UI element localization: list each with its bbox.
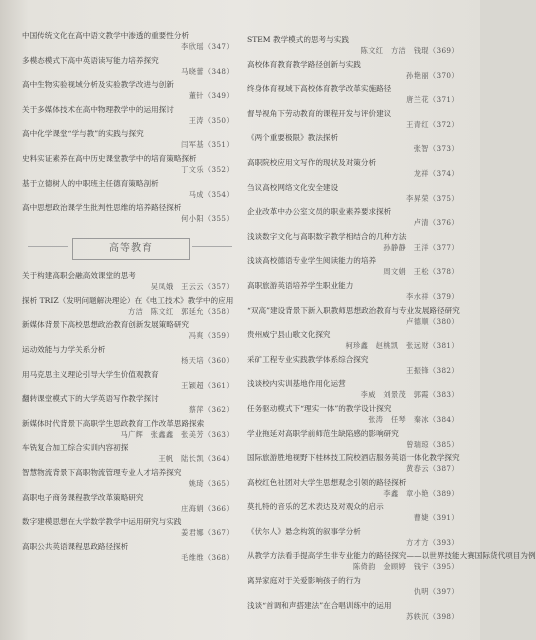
entry-author-page: 毛维维（368） [181, 552, 234, 562]
toc-entry [247, 526, 459, 548]
toc-entry [247, 452, 459, 474]
toc-entry [22, 55, 234, 77]
toc-entry [247, 231, 459, 253]
entry-author-page: 曹婕（391） [413, 513, 459, 523]
toc-entry [22, 442, 234, 464]
entry-author-page: 唐兰花（371） [406, 95, 459, 105]
entry-title: 高中生物实验视域分析及实验教学改进与创新 [22, 80, 174, 90]
entry-title: 离异家庭对于关爱影响孩子的行为 [247, 576, 361, 586]
entry-author-page: 陈文红 方洁 钱琨（369） [360, 46, 459, 55]
entry-title: 国际旅游胜地视野下桂林技工院校酒店服务英语一体化教学探究 [247, 453, 460, 463]
entry-title: STEM 教学模式的思考与实践 [247, 35, 349, 44]
entry-title: 探析 TRIZ（发明问题解决理论）在《电工技术》教学中的应用 [22, 295, 234, 305]
toc-entry [247, 329, 459, 351]
toc-entry [22, 418, 234, 440]
entry-title: 高中思想政治课学生批判性思维的培养路径探析 [22, 203, 182, 213]
entry-title: 从教学方法看手提高学生非专业能力的路径探究——以世界技能大赛国际货代项目为例 [247, 551, 536, 561]
toc-entry [247, 378, 459, 400]
entry-author-page: 马晓蕾（348） [181, 66, 234, 76]
entry-author-page: 王颖超（361） [181, 380, 234, 390]
entry-title: 《两个重要极限》教法探析 [247, 133, 339, 143]
entry-title: 高职旅游英语培养学生职业能力 [247, 280, 354, 290]
toc-entry [247, 83, 459, 105]
toc-entry [22, 178, 234, 200]
toc-entry [247, 255, 459, 277]
entry-author-page: 卢德顺（380） [406, 316, 459, 326]
entry-title: 任务驱动模式下“理实一体”的教学设计探究 [247, 403, 392, 413]
toc-entry [22, 153, 234, 175]
entry-title: 贵州威宁县山歌文化探究 [247, 330, 331, 340]
toc-entry [247, 108, 459, 130]
entry-title: 督导视角下劳动教育的课程开发与评价建议 [247, 108, 392, 118]
entry-author-page: 方洁 陈文红 郭延允（358） [128, 306, 234, 316]
entry-author-page: 李欣瑶（347） [181, 42, 234, 51]
entry-title: 高校红色社团对大学生思想观念引领的路径探析 [247, 477, 407, 487]
entry-title: 车铣复合加工综合实训内容初探 [22, 443, 129, 453]
left-bottom-list [22, 270, 234, 563]
entry-author-page: 吴凤娥 王云云（357） [150, 282, 234, 292]
toc-entry [247, 34, 459, 56]
entry-author-page: 龙祥（374） [413, 168, 459, 178]
entry-author-page: 仇明（397） [413, 587, 459, 597]
entry-title: 莫扎特的音乐的艺术表达及对观众的启示 [247, 502, 384, 512]
entry-title: 高职院校应用文写作的现状及对策分析 [247, 157, 377, 167]
ornament-line [192, 246, 232, 247]
entry-title: 浅谈校内实训基地作用化运营 [247, 379, 346, 389]
section-title: 高等教育 [72, 238, 190, 260]
left-column [22, 30, 234, 565]
entry-author-page: 黄春云（387） [406, 464, 459, 474]
entry-title: 多模态模式下高中英语读写能力培养探究 [22, 55, 159, 65]
toc-entry [22, 128, 234, 150]
entry-title: “双高”建设背景下新入职教师思想政治教育与专业发展路径研究 [247, 305, 460, 315]
entry-author-page: 马成（354） [188, 189, 234, 199]
toc-entry [247, 575, 459, 597]
entry-title: 新媒体时代背景下高职学生思政教育工作改革思路探索 [22, 418, 205, 428]
toc-entry [22, 393, 234, 415]
toc-entry [247, 403, 459, 425]
entry-author-page: 李威 刘景茂 郭霞（383） [360, 390, 459, 400]
entry-title: 高职电子商务课程教学改革策略研究 [22, 492, 144, 502]
entry-author-page: 杨天培（360） [181, 355, 234, 365]
entry-author-page: 蔡萍（362） [188, 405, 234, 415]
toc-entry [247, 59, 459, 81]
entry-author-page: 王青红（372） [406, 119, 459, 129]
entry-author-page: 方才方（393） [406, 537, 459, 547]
entry-author-page: 李水祥（379） [406, 291, 459, 301]
entry-title: 基于立德树人的中职班主任德育策略剖析 [22, 178, 159, 188]
right-column [247, 34, 536, 624]
toc-entry [247, 182, 459, 204]
toc-entry [247, 477, 459, 499]
entry-author-page: 张智（373） [413, 144, 459, 154]
toc-entry [22, 516, 234, 538]
toc-entry [247, 600, 459, 622]
entry-author-page: 丁文乐（352） [181, 164, 234, 174]
entry-author-page: 李鑫 章小艳（389） [383, 488, 459, 498]
right-list [247, 34, 536, 622]
section-header [22, 234, 234, 264]
entry-title: 史料实证素养在高中历史课堂教学中的培育策略探析 [22, 153, 197, 163]
entry-title: 高中化学课堂“学与教”的实践与探究 [22, 129, 144, 139]
entry-title: 新媒体背景下高校思想政治教育创新发展策略研究 [22, 320, 190, 330]
toc-entry [247, 428, 459, 450]
toc-entry [247, 550, 536, 572]
toc-entry [22, 541, 234, 563]
entry-title: 浅谈“首调和声搭建法”在合唱训练中的运用 [247, 600, 392, 610]
entry-title: 高校体育教育教学路径创新与实践 [247, 59, 361, 69]
toc-entry [247, 501, 459, 523]
entry-author-page: 何小阳（355） [181, 214, 234, 224]
entry-author-page: 姚琦（365） [188, 478, 234, 488]
toc-entry [22, 344, 234, 366]
entry-title: 《伏尔人》悬念构筑的叙事学分析 [247, 526, 361, 536]
entry-author-page: 陈倚韵 金顾婷 钱宇（395） [353, 562, 459, 572]
entry-title: 中国传统文化在高中语文教学中渗透的重要性分析 [22, 31, 190, 40]
toc-entry [22, 104, 234, 126]
left-top-list [22, 30, 234, 224]
entry-title: 智慧物流背景下高职物流管理专业人才培养探究 [22, 467, 182, 477]
entry-author-page: 孙艳丽（370） [406, 70, 459, 80]
entry-title: 浅谈高校德语专业学生阅读能力的培养 [247, 256, 377, 266]
toc-entry [247, 157, 459, 179]
toc-entry [22, 492, 234, 514]
entry-title: 刍议高校网络文化安全建设 [247, 182, 339, 192]
toc-entry [22, 202, 234, 224]
toc-entry [22, 319, 234, 341]
entry-title: 采矿工程专业实践教学体系综合探究 [247, 354, 369, 364]
entry-author-page: 庄海娟（366） [181, 503, 234, 513]
entry-title: 终身体育视域下高校体育教学改革实施路径 [247, 84, 392, 94]
entry-title: 关于多媒体技术在高中物理教学中的运用探讨 [22, 104, 174, 114]
entry-author-page: 冯爽（359） [188, 331, 234, 341]
entry-title: 翻转课堂模式下的大学英语写作教学探讨 [22, 394, 159, 404]
toc-entry [22, 270, 234, 292]
toc-entry [22, 79, 234, 101]
entry-title: 高职公共英语课程思政路径探析 [22, 541, 129, 551]
entry-title: 数字建模思想在大学数学教学中运用研究与实践 [22, 517, 182, 527]
entry-author-page: 王帆 陆长凯（364） [158, 454, 234, 464]
entry-title: 关于构建高职会融高效课堂的思考 [22, 271, 136, 281]
entry-author-page: 苏轶沉（398） [406, 611, 459, 621]
ornament-line [28, 246, 68, 247]
entry-title: 运动效能与力学关系分析 [22, 344, 106, 354]
toc-entry [247, 280, 459, 302]
entry-author-page: 闫军基（351） [181, 140, 234, 150]
entry-author-page: 李昇荣（375） [406, 193, 459, 203]
entry-title: 学业拖延对高职学前师范生缺陷感的影响研究 [247, 428, 399, 438]
toc-entry [247, 305, 459, 327]
entry-author-page: 董针（349） [188, 91, 234, 101]
toc-entry [22, 467, 234, 489]
entry-author-page: 姜君娜（367） [181, 528, 234, 538]
entry-title: 用马克思主义理论引导大学生价值观教育 [22, 369, 159, 379]
entry-author-page: 柯珍鑫 赵桃凯 张远财（381） [345, 341, 459, 351]
entry-author-page: 卢清（376） [413, 218, 459, 228]
toc-entry [247, 132, 459, 154]
entry-author-page: 张涛 任琴 秦冰（384） [368, 414, 459, 424]
toc-entry [22, 295, 234, 317]
entry-title: 企业改革中办公室文员的职业素养要求探析 [247, 207, 392, 217]
toc-entry [22, 369, 234, 391]
entry-author-page: 孙静静 王洋（377） [383, 242, 459, 252]
entry-author-page: 周文娟 王松（378） [383, 267, 459, 277]
toc-entry [247, 354, 459, 376]
entry-author-page: 马广辉 张鑫鑫 张美芳（363） [120, 429, 234, 439]
entry-title: 浅谈数字文化与高职数字教学相结合的几种方法 [247, 231, 407, 241]
toc-entry [247, 206, 459, 228]
entry-author-page: 王涛（350） [188, 115, 234, 125]
toc-entry [22, 30, 234, 52]
entry-author-page: 王振锋（382） [406, 365, 459, 375]
entry-author-page: 曾瑞琼（385） [406, 439, 459, 449]
